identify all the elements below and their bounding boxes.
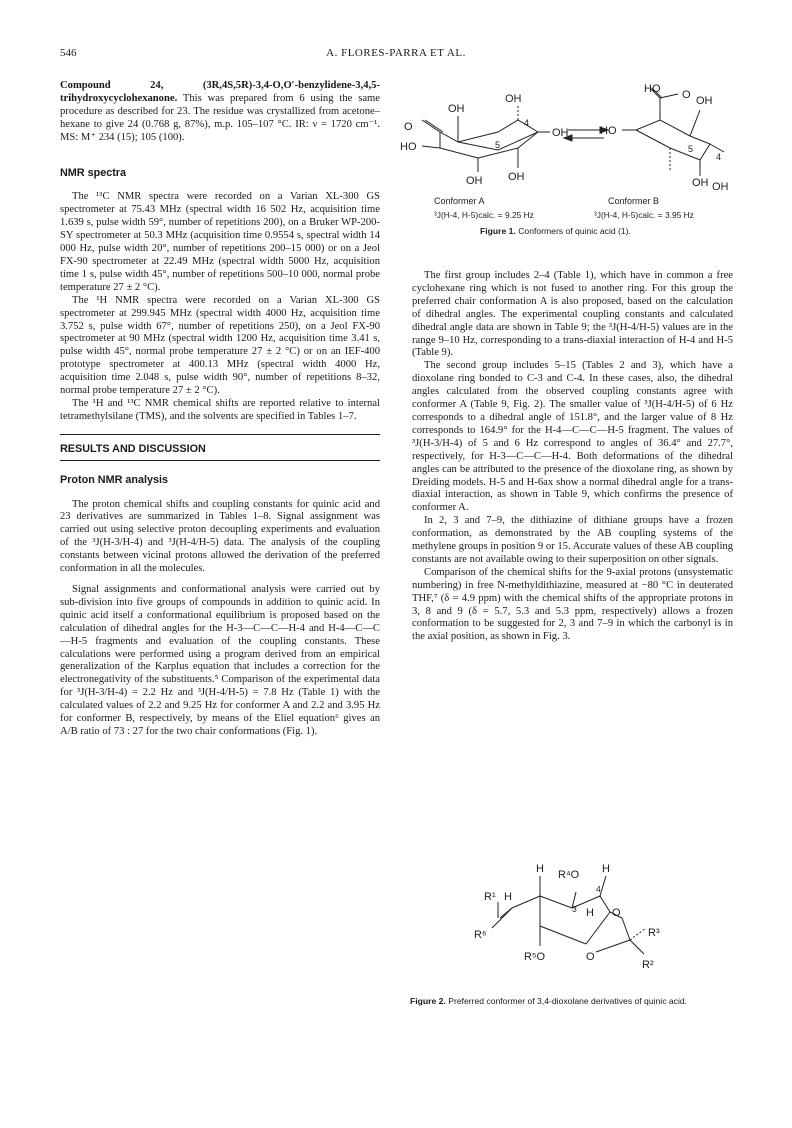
atom-label: H [504,891,512,903]
conformer-a-label: Conformer A [434,196,485,206]
results-heading: RESULTS AND DISCUSSION [60,442,206,455]
atom-label: R⁵O [524,951,546,963]
conformer-b-label: Conformer B [608,196,660,206]
atom-label: O [612,907,621,919]
atom-label: O [682,89,691,101]
atom-number: 5 [688,144,694,154]
compound-24-title: Compound 24, (3R,4S,5R)-3,4-O,O′-benzylidene-3,4,5-trihydroxycyclohexanone. [60,80,380,104]
atom-label: OH [696,95,713,107]
dioxolane-conformer-diagram [400,856,740,1006]
atom-label: OH [508,171,525,183]
nmr-heading: NMR spectra [60,166,126,179]
compound-24-text: This was prepared from 6 using the same procedure as described for 23. The residue was crystallized from acetone–hexane to give 24 (0.768 g, 87%), m.p. 105–107 °C. IR: ν = 1720 cm⁻¹. MS: M⁺ 234 (15); 105 (100). [60,92,380,143]
results-paragraph-6: Comparison of the chemical shifts for the 9-axial protons (unsystematic numbering) in free N-methyldithiazine, measured at −80 °C in deuterated THF,⁷ (δ = 4.9 ppm) with the chemical shifts of the appropriate protons in 3, 8 and 9 (δ = 5.7, 5.3 and 5.3 ppm, respectively) allows a frozen conformation to be suggested for 2, 3 and 7–9 in which the carbonyl is in the axial position, as shown in Fig. 3. [412,566,733,643]
figure-1-caption-text: Conformers of quinic acid (1). [518,226,631,236]
atom-label: H [536,863,544,875]
conformer-b-coupling: ³J(H-4, H-5)calc. = 3.95 Hz [594,210,694,220]
results-paragraph-2: Signal assignments and conformational analysis were carried out by sub-division into five groups of compounds in addition to quinic acid. In quinic acid itself a conformational equilibrium is proposed based on the calculation of dihedral angles for the H-3—C—C—H-4 and H-4—C—C—H-5 fragments and evaluation of the coupling constants. These calculations were performed using a program derived from an empirical generalization of the Karplus equation that includes a correction for the electronegativity of the substituents.⁵ Comparison of the experimental data for ³J(H-3/H-4) = 2.2 Hz and ³J(H-4/H-5) = 7.8 Hz (Table 1) with the calculated values of 2.2 and 9.25 Hz for conformer A and 2.2 and 3.95 Hz for conformer B, respectively, by means of the Eliel equation⁶ gives an A/B ratio of 73 : 27 for the two chair conformations (Fig. 1). [60,584,380,737]
atom-label: OH [692,177,709,189]
running-title: A. FLORES-PARRA ET AL. [326,47,466,59]
atom-label: O [586,951,595,963]
atom-label: HO [400,141,417,153]
results-paragraph-1: The proton chemical shifts and coupling constants for quinic acid and 23 derivatives are summarized in Tables 1–8. Signal assignment was carried out using selective proton decoupling experiments and evaluation of the ³J(H-3/H-4) and ³J(H-4/H-5) data. The analysis of the coupling constants between vicinal protons allowed the derivation of the preferred conformation in all the molecules. [60,498,380,575]
figure-1 [400,80,740,252]
atom-label: H [586,907,594,919]
atom-label: HO [600,125,617,137]
atom-label: R² [642,959,654,971]
page-number: 546 [60,47,77,59]
atom-number: 5 [495,140,501,150]
results-paragraph-5: In 2, 3 and 7–9, the dithiazine of dithiane groups have a frozen conformation, as demonstrated by the AB coupling systems of the methylene groups in position 9 or 15. Accurate values of these AB coupling constants are not available owing to their superposition on other signals. [412,515,733,565]
atom-number: 4 [524,118,530,128]
atom-label: R³ [648,927,660,939]
right-column [412,270,733,644]
conformer-a-coupling: ³J(H-4, H-5)calc. = 9.25 Hz [434,210,534,220]
nmr-paragraph-2: The ¹H NMR spectra were recorded on a Varian XL-300 GS spectrometer at 299.945 MHz (spectral width 4000 Hz, acquisition time 3.752 s, pulse width 67°, number of repetitions 250), on a Jeol FX-90 spectrometer at 90 MHz (spectral width 1200 Hz, acquisition time 3.41 s, pulse width 45°, normal probe temperature 27 ± 2 °C) or on an IEF-400 prototype spectrometer at 400.13 MHz (spectral width 4000 Hz, acquisition time 2.048 s, pulse width 90°, number of repetitions 8–32, normal probe temperature 27 ± 2 °C). [60,294,380,397]
atom-number: 4 [716,152,722,162]
nmr-paragraph-1: The ¹³C NMR spectra were recorded on a Varian XL-300 GS spectrometer at 75.43 MHz (spectral width 16 502 Hz, acquisition time 1.639 s, pulse width 59°, number of repetitions 200), on a Bruker WP-200-SY spectrometer at 50.3 MHz (acquisition time 0.9554 s, spectral width 14 000 Hz, pulse width 20°, number of repetitions 200–15 000) or on a Jeol FX-90 spectrometer at 22.49 MHz (spectral width 5000 Hz, acquisition time 1 s, pulse width 45°, number of repetitions 500–10 000, normal probe temperature 27 ± 2 °C). [60,191,380,293]
figure-2 [400,856,740,1046]
figure-2-caption [410,996,735,1007]
section-rule-bottom [60,460,380,461]
figure-1-caption [480,226,631,236]
atom-label: OH [505,93,522,105]
atom-label: OH [552,127,569,139]
nmr-paragraph-3: The ¹H and ¹³C NMR chemical shifts are reported relative to internal tetramethylsilane (TMS), and the solvents are specified in Tables 1–7. [60,397,380,422]
page-header [60,47,732,63]
figure-2-caption-label: Figure 2. [410,996,446,1006]
atom-label: OH [448,103,465,115]
results-paragraph-3: The first group includes 2–4 (Table 1), which have in common a free cyclohexane ring which is not fused to another ring. For this group the preferred chair conformation A is also proposed, based on the calculation of dihedral angles. The experimental coupling constants and calculated dihedral angle data are shown in Table 9; the ³J(H-4/H-5) values are in the range 9–10 Hz, corresponding to a trans-diaxial interaction of H-4 and H-5 (Table 9). [412,270,733,359]
section-rule-top [60,434,380,435]
atom-number: 3 [572,904,577,914]
atom-label: HO [644,83,661,95]
figure-1-caption-label: Figure 1. [480,226,516,236]
compound-24-paragraph [60,80,380,145]
atom-label: R⁶ [474,929,487,941]
atom-label: OH [712,181,729,193]
atom-label: O [404,121,413,133]
atom-number: 4 [596,884,601,894]
atom-label: OH [466,175,483,187]
results-paragraph-4: The second group includes 5–15 (Tables 2 and 3), which have a dioxolane ring bonded to C-3 and C-4. In these cases, also, the dihedral angles calculated from the observed coupling constants agree with conformer A (Table 9, Fig. 2). The smaller value of ³J(H-4/H-5) of 6 Hz corresponds to a dihedral angle of 151.8°, and the larger value of 8 Hz corresponds to 164.9° for the H-4—C—C—H-5 fragment. The values of ³J(H-3/H-4) of 5 and 6 Hz correspond to angles of 36.4° and 27.7°, respectively, for H-3—C—C—H-4. Both deformations of the dihedral angles can be attributed to the presence of the dioxolane ring, as shown by Dreiding models. H-5 and H-6ax show a normal dihedral angle for a trans-diaxial interaction, as shown in Table 9, which confirms the presence of conformer A. [412,360,733,514]
atom-label: R⁴O [558,869,580,881]
figure-2-caption-text: Preferred conformer of 3,4-dioxolane derivatives of quinic acid. [448,996,688,1006]
atom-label: H [602,863,610,875]
atom-label: R¹ [484,891,496,903]
left-column [60,80,380,739]
proton-nmr-subheading: Proton NMR analysis [60,473,168,486]
